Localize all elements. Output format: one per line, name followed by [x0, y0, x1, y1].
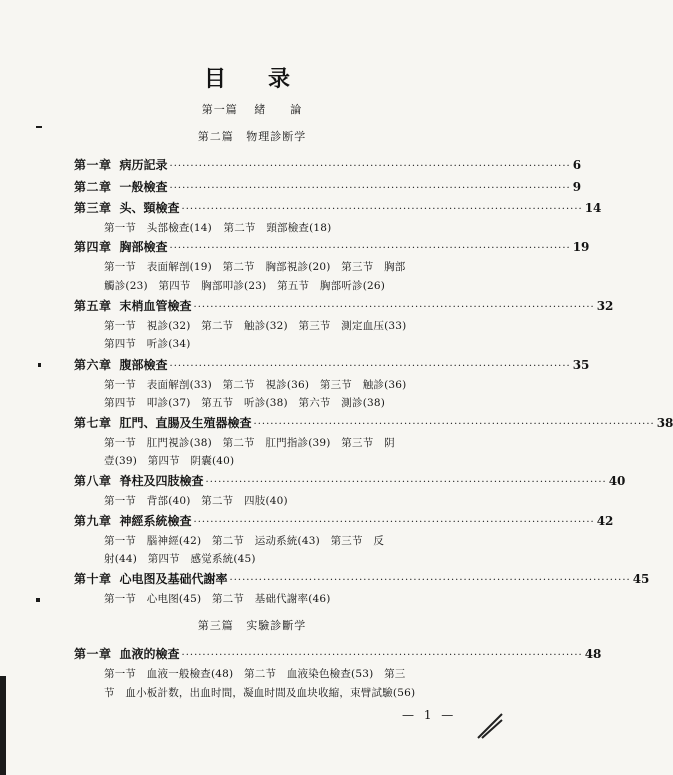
- chapter-page: 14: [584, 201, 602, 215]
- leader-dots: ································································································: [169, 243, 571, 254]
- leader-dots: ································································································: [193, 517, 595, 528]
- page-title: 目 录: [203, 66, 300, 92]
- part-1-name: 緒 論: [254, 103, 303, 116]
- toc-chapter-1[interactable]: [74, 156, 582, 173]
- toc-chapter-4[interactable]: [74, 238, 590, 255]
- part-3-label: 第三篇: [197, 619, 234, 632]
- chapter-title: 一般檢查: [119, 180, 168, 194]
- part-1-label: 第一篇: [201, 103, 238, 116]
- section-entry[interactable]: 第一节 头部檢查(14): [104, 222, 212, 234]
- toc-chapter-6[interactable]: [74, 356, 590, 373]
- part3-chapter-1-sections-line-1: 第一节 血液一般檢查(48) 第二节 血液染色檢查(53) 第三: [104, 668, 406, 680]
- part3-chapter-1-sections-line-2: 节 血小板計数，出血时間，凝血时間及血块收縮，束臂試驗(56): [104, 687, 416, 699]
- leader-dots: ································································································: [169, 183, 571, 194]
- chapter-7-sections-line-1: 第一节 肛門視診(38) 第二节 肛門指診(39) 第三节 阴: [104, 437, 395, 449]
- chapter-number: 第五章: [74, 299, 112, 313]
- chapter-9-sections-line-2: 射(44) 第四节 感觉系統(45): [104, 553, 256, 565]
- part-2-heading: [0, 128, 504, 144]
- chapter-page: 6: [572, 158, 582, 172]
- chapter-7-sections-line-2: 壹(39) 第四节 阴囊(40): [104, 455, 235, 467]
- chapter-number: 第一章: [74, 158, 112, 172]
- scan-edge-shadow: [0, 676, 6, 775]
- chapter-title: 末梢血管檢查: [119, 299, 192, 313]
- part-2-name: 物理診断学: [246, 130, 307, 143]
- chapter-3-sections: [104, 220, 339, 235]
- scan-corner-mark: [476, 700, 504, 740]
- chapter-6-sections-line-2: 第四节 叩診(37) 第五节 听診(38) 第六节 測診(38): [104, 397, 386, 409]
- chapter-title: 头、頸檢查: [119, 201, 180, 215]
- section-entry[interactable]: 第二节 頸部檢查(18): [223, 222, 332, 234]
- leader-dots: ································································································: [181, 204, 583, 215]
- chapter-number: 第九章: [74, 514, 112, 528]
- chapter-number: 第一章: [74, 647, 112, 661]
- chapter-4-sections-line-2: 觸診(23) 第四节 胸部叩診(23) 第五节 胸部听診(26): [104, 280, 386, 292]
- toc-chapter-7[interactable]: [74, 414, 673, 431]
- chapter-title: 肛門、直腸及生殖器檢查: [119, 416, 252, 430]
- chapter-9-sections-line-1: 第一节 腦神經(42) 第二节 运动系統(43) 第三节 反: [104, 535, 385, 547]
- chapter-title: 神經系統檢查: [119, 514, 192, 528]
- part-2-label: 第二篇: [197, 130, 234, 143]
- page-number: — 1 —: [402, 708, 457, 722]
- chapter-page: 48: [584, 647, 602, 661]
- chapter-title: 脊柱及四肢檢查: [119, 474, 204, 488]
- chapter-page: 40: [608, 474, 626, 488]
- chapter-page: 45: [632, 572, 650, 586]
- chapter-number: 第六章: [74, 358, 112, 372]
- leader-dots: ································································································: [205, 477, 607, 488]
- chapter-number: 第二章: [74, 180, 112, 194]
- chapter-title: 心电图及基础代謝率: [119, 572, 228, 586]
- chapter-page: 9: [572, 180, 582, 194]
- leader-dots: ································································································: [253, 419, 655, 430]
- chapter-page: 42: [596, 514, 614, 528]
- toc-part3-chapter-1[interactable]: [74, 645, 602, 662]
- chapter-number: 第四章: [74, 240, 112, 254]
- chapter-number: 第八章: [74, 474, 112, 488]
- scan-speck: [38, 363, 41, 367]
- scan-speck: [36, 126, 42, 128]
- chapter-number: 第三章: [74, 201, 112, 215]
- toc-chapter-2[interactable]: [74, 178, 582, 195]
- toc-chapter-8[interactable]: [74, 472, 626, 489]
- part-3-heading: [0, 617, 504, 633]
- part-1-heading: [0, 101, 504, 117]
- toc-chapter-5[interactable]: [74, 297, 614, 314]
- part-3-name: 实驗診斷学: [246, 619, 307, 632]
- leader-dots: ································································································: [169, 161, 571, 172]
- chapter-number: 第十章: [74, 572, 112, 586]
- chapter-6-sections-line-1: 第一节 表面解剖(33) 第二节 視診(36) 第三节 触診(36): [104, 379, 407, 391]
- chapter-page: 32: [596, 299, 614, 313]
- toc-chapter-10[interactable]: [74, 570, 650, 587]
- chapter-8-sections: 第一节 背部(40) 第二节 四肢(40): [104, 495, 288, 507]
- leader-dots: ································································································: [229, 575, 631, 586]
- chapter-4-sections-line-1: 第一节 表面解剖(19) 第二节 胸部視診(20) 第三节 胸部: [104, 261, 406, 273]
- chapter-10-sections: 第一节 心电图(45) 第二节 基础代謝率(46): [104, 593, 331, 605]
- chapter-5-sections-line-2: 第四节 听診(34): [104, 338, 191, 350]
- leader-dots: ································································································: [169, 361, 571, 372]
- chapter-page: 35: [572, 358, 590, 372]
- chapter-number: 第七章: [74, 416, 112, 430]
- leader-dots: ································································································: [193, 302, 595, 313]
- chapter-title: 病历記录: [119, 158, 168, 172]
- chapter-page: 19: [572, 240, 590, 254]
- chapter-title: 腹部檢查: [119, 358, 168, 372]
- chapter-5-sections-line-1: 第一节 視診(32) 第二节 触診(32) 第三节 測定血压(33): [104, 320, 407, 332]
- chapter-page: 38: [656, 416, 673, 430]
- chapter-title: 血液的檢查: [119, 647, 180, 661]
- toc-chapter-3[interactable]: [74, 199, 602, 216]
- scan-speck: [36, 598, 40, 602]
- leader-dots: ································································································: [181, 650, 583, 661]
- toc-chapter-9[interactable]: [74, 512, 614, 529]
- chapter-title: 胸部檢查: [119, 240, 168, 254]
